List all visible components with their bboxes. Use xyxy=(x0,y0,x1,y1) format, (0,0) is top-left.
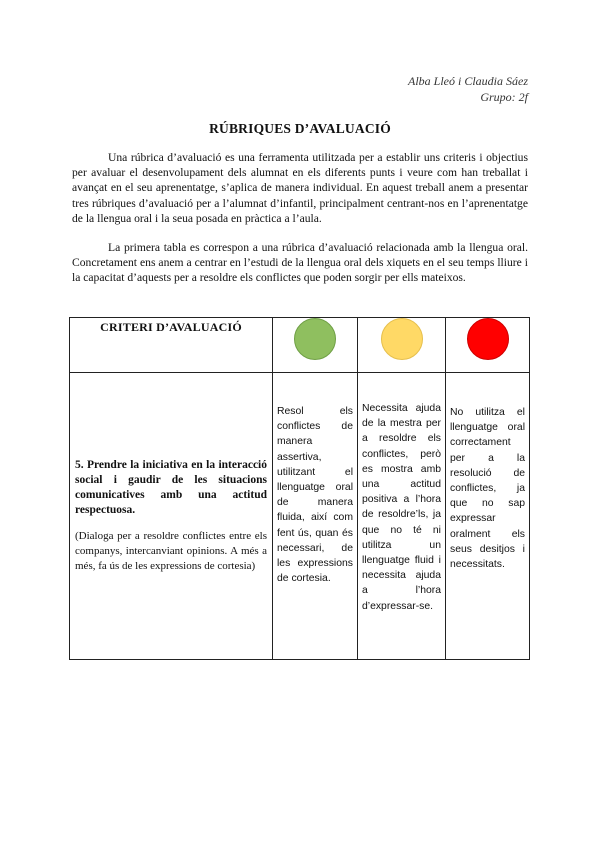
criteria-header-cell xyxy=(70,318,273,373)
red-header-cell xyxy=(446,318,530,373)
criteria-header-label: CRITERI D’AVALUACIÓ xyxy=(100,320,242,334)
red-level-cell xyxy=(446,373,530,660)
document-title: RÚBRIQUES D’AVALUACIÓ xyxy=(209,121,391,136)
author-names: Alba Lleó i Claudia Sáez xyxy=(408,74,528,88)
yellow-header-cell xyxy=(358,318,446,373)
green-header-cell xyxy=(273,318,358,373)
green-circle-icon xyxy=(294,318,336,360)
second-paragraph: La primera tabla es correspon a una rúbrica d’avaluació relacionada amb la llengua oral. Concretament ens anem a centrar en l’estudi de la llengua oral dels xiquets en el seu temps lliure i la capacitat d’aquests per a resoldre els conflictes que poden sorgir per ells mateixos. xyxy=(72,241,528,285)
green-level-text: Resol els conflictes de manera assertiva, utilitzant el llenguatge oral de manera fluida, així com fent ús, quan és necessari, de les expressions de cortesia. xyxy=(277,406,353,585)
author-block xyxy=(408,73,528,105)
green-level-cell xyxy=(273,373,358,660)
group-label: Grupo: 2f xyxy=(480,90,528,104)
rubric-criterion-row xyxy=(70,373,530,660)
yellow-circle-icon xyxy=(381,318,423,360)
criterion-title: 5. Prendre la iniciativa en la interacció social i gaudir de les situacions comunicatives amb una actitud respectuosa. xyxy=(75,458,267,517)
criterion-note: (Dialoga per a resoldre conflictes entre els companys, intercanviant opinions. A més a més, fa ús de les expressions de cortesia) xyxy=(75,529,267,572)
red-level-text: No utilitza el llenguatge oral correctament per a la resolució de conflictes, ja que no sap expressar oralment els seus desitjos i necessitats. xyxy=(450,407,525,571)
rubric-table xyxy=(69,317,530,660)
criterion-cell xyxy=(70,373,273,660)
yellow-level-cell xyxy=(358,373,446,660)
rubric-header-row xyxy=(70,318,530,373)
red-circle-icon xyxy=(467,318,509,360)
yellow-level-text: Necessita ajuda de la mestra per a resoldre els conflictes, però es mostra amb una actitud positiva a l’hora de resoldre’ls, ja que no té ni utilitza un llenguatge fluid i necessita ajuda a l’hora d’expressar-se. xyxy=(362,403,441,612)
intro-paragraph: Una rúbrica d’avaluació es una ferramenta utilitzada per a establir uns criteris i objectius per avaluar el desenvolupament dels alumnat en els diferents punts i veure com han treballat i avançat en el seu aprenentatge, s’aplica de manera individual. En aquest treball anem a presentar tres rúbriques d’avaluació per a l’alumnat d’infantil, principalment centrant-nos en l’aprenentatge de la llengua oral i la seua posada en pràctica a l’aula. xyxy=(72,151,528,225)
